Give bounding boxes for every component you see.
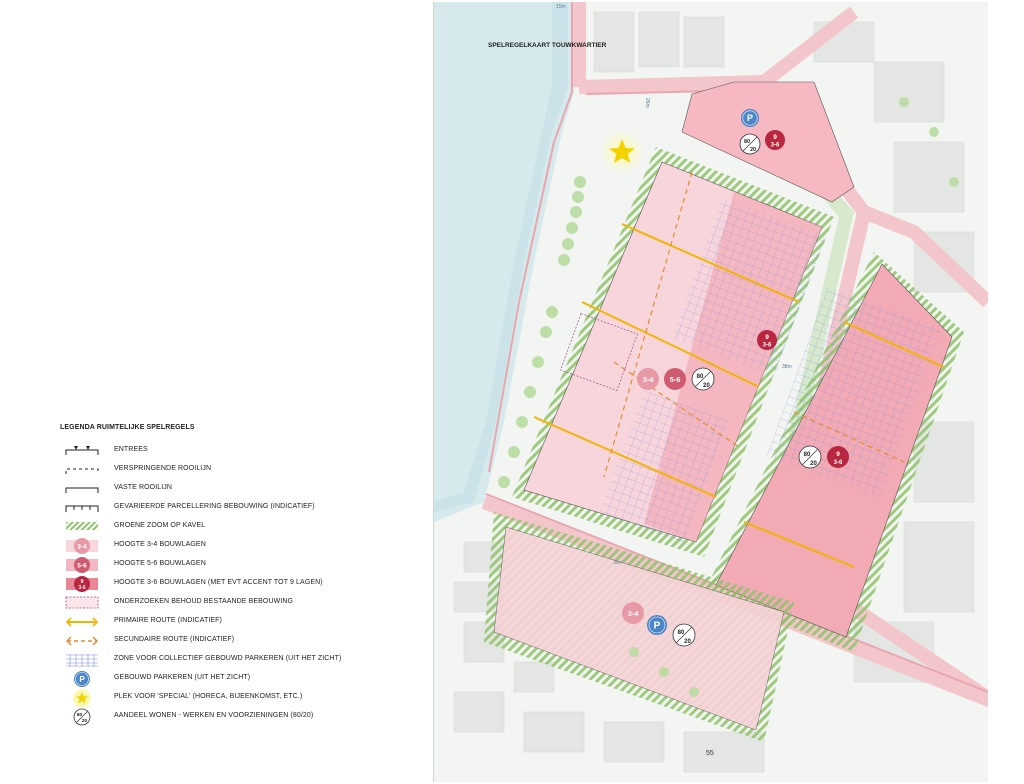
svg-text:8m: 8m bbox=[614, 560, 621, 566]
svg-text:3-6: 3-6 bbox=[770, 142, 780, 149]
svg-text:P: P bbox=[79, 675, 85, 684]
legend-item-gebouwd-parkeren bbox=[60, 670, 390, 688]
badge-ratio-bottom bbox=[673, 624, 695, 646]
svg-text:80: 80 bbox=[743, 139, 751, 145]
svg-text:9: 9 bbox=[80, 579, 84, 585]
legend-item-primaire-route bbox=[60, 613, 390, 631]
badge-ratio-east bbox=[799, 446, 821, 468]
legend-item-vaste-rooilijn bbox=[60, 480, 390, 498]
svg-text:20: 20 bbox=[81, 719, 88, 724]
svg-text:3-6: 3-6 bbox=[833, 460, 843, 466]
svg-text:80: 80 bbox=[696, 374, 704, 380]
legend-label: VASTE ROOILIJN bbox=[114, 484, 173, 491]
dashed-line-icon bbox=[64, 461, 100, 479]
page-number: 55 bbox=[706, 750, 714, 757]
svg-text:9: 9 bbox=[836, 451, 840, 458]
legend-label: AANDEEL WONEN - WERKEN EN VOORZIENINGEN (80/20) bbox=[114, 712, 314, 719]
svg-text:P: P bbox=[746, 113, 754, 124]
legend-item-secundaire-route bbox=[60, 632, 390, 650]
svg-text:20: 20 bbox=[810, 461, 817, 467]
svg-text:20: 20 bbox=[703, 383, 710, 389]
parcel-line-icon bbox=[64, 499, 100, 517]
legend-label: HOOGTE 3-4 BOUWLAGEN bbox=[114, 541, 206, 548]
svg-text:3-4: 3-4 bbox=[642, 375, 654, 384]
badge-height-3-6-top bbox=[765, 130, 785, 150]
legend-label: HOOGTE 5-6 BOUWLAGEN bbox=[114, 560, 206, 567]
badge-height-3-4-bottom bbox=[622, 602, 644, 624]
legend-item-hoogte-3-4 bbox=[60, 537, 390, 555]
legend-item-parcellering bbox=[60, 499, 390, 517]
svg-text:9: 9 bbox=[765, 334, 769, 341]
legend-label: ONDERZOEKEN BEHOUD BESTAANDE BEBOUWING bbox=[114, 598, 294, 605]
svg-text:5-6: 5-6 bbox=[77, 562, 87, 570]
svg-text:20: 20 bbox=[684, 639, 691, 645]
legend-label: GROENE ZOOM OP KAVEL bbox=[114, 522, 206, 529]
svg-text:3-4: 3-4 bbox=[77, 543, 87, 551]
svg-text:3-4: 3-4 bbox=[627, 609, 639, 618]
svg-text:80: 80 bbox=[677, 630, 685, 636]
svg-text:9: 9 bbox=[773, 134, 777, 141]
legend-item-hoogte-3-6 bbox=[60, 575, 390, 593]
badge-height-3-6-east bbox=[827, 446, 849, 468]
height-3-4-icon bbox=[64, 537, 100, 555]
secondary-route-icon bbox=[64, 632, 100, 650]
green-hatch-icon bbox=[64, 518, 100, 536]
legend-title: LEGENDA RUIMTELIJKE SPELREGELS bbox=[60, 424, 195, 431]
legend-item-aandeel bbox=[60, 708, 390, 726]
height-5-6-icon bbox=[64, 556, 100, 574]
svg-text:15m: 15m bbox=[556, 4, 566, 10]
svg-text:26m: 26m bbox=[644, 98, 650, 108]
legend-label: GEBOUWD PARKEREN (UIT HET ZICHT) bbox=[114, 674, 251, 681]
legend-item-verspringende-rooilijn bbox=[60, 461, 390, 479]
legend-label: GEVARIEERDE PARCELLERING BEBOUWING (INDICATIEF) bbox=[114, 503, 315, 510]
legend-item-groene-zoom bbox=[60, 518, 390, 536]
parking-zone-icon bbox=[64, 651, 100, 669]
legend-label: SECUNDAIRE ROUTE (INDICATIEF) bbox=[114, 636, 235, 643]
badge-parking-top bbox=[741, 109, 759, 127]
badge-parking-bottom bbox=[647, 615, 667, 635]
badge-ratio-main bbox=[692, 368, 714, 390]
legend-item-parkeerzone bbox=[60, 651, 390, 669]
solid-line-icon bbox=[64, 480, 100, 498]
legend-label: ENTREES bbox=[114, 446, 148, 453]
legend-label: PRIMAIRE ROUTE (INDICATIEF) bbox=[114, 617, 222, 624]
svg-text:3-6: 3-6 bbox=[762, 342, 772, 349]
svg-text:80: 80 bbox=[76, 713, 83, 718]
map-canvas bbox=[434, 2, 988, 782]
map-title: SPELREGELKAART TOUWKWARTIER bbox=[488, 42, 607, 49]
legend-item-onderzoeken-behoud bbox=[60, 594, 390, 612]
site-map bbox=[433, 2, 988, 782]
svg-text:38m: 38m bbox=[782, 364, 792, 370]
dashed-rect-icon bbox=[64, 594, 100, 612]
badge-height-3-4-main bbox=[637, 368, 659, 390]
parking-icon bbox=[64, 670, 100, 688]
svg-text:P: P bbox=[653, 620, 661, 632]
svg-text:20: 20 bbox=[749, 147, 757, 153]
star-icon bbox=[64, 689, 100, 707]
legend-item-hoogte-5-6 bbox=[60, 556, 390, 574]
primary-route-icon bbox=[64, 613, 100, 631]
entrance-line-icon bbox=[64, 442, 100, 460]
badge-ratio-top bbox=[740, 134, 760, 154]
height-3-6-icon bbox=[64, 575, 100, 593]
legend-label: ZONE VOOR COLLECTIEF GEBOUWD PARKEREN (UIT HET ZICHT) bbox=[114, 655, 342, 662]
legend-item-entrees bbox=[60, 442, 390, 460]
badge-height-5-6-main bbox=[664, 368, 686, 390]
svg-text:5-6: 5-6 bbox=[669, 375, 681, 384]
legend-label: HOOGTE 3-6 BOUWLAGEN (MET EVT ACCENT TOT 9 LAGEN) bbox=[114, 579, 323, 586]
legend-label: PLEK VOOR 'SPECIAL' (HORECA, BIJEENKOMST, ETC.) bbox=[114, 693, 303, 700]
legend-label: VERSPRINGENDE ROOILIJN bbox=[114, 465, 212, 472]
svg-text:3-6: 3-6 bbox=[78, 585, 86, 591]
svg-text:80: 80 bbox=[803, 452, 811, 458]
ratio-icon bbox=[64, 708, 100, 726]
badge-height-3-6-main bbox=[757, 330, 777, 350]
legend-item-special bbox=[60, 689, 390, 707]
